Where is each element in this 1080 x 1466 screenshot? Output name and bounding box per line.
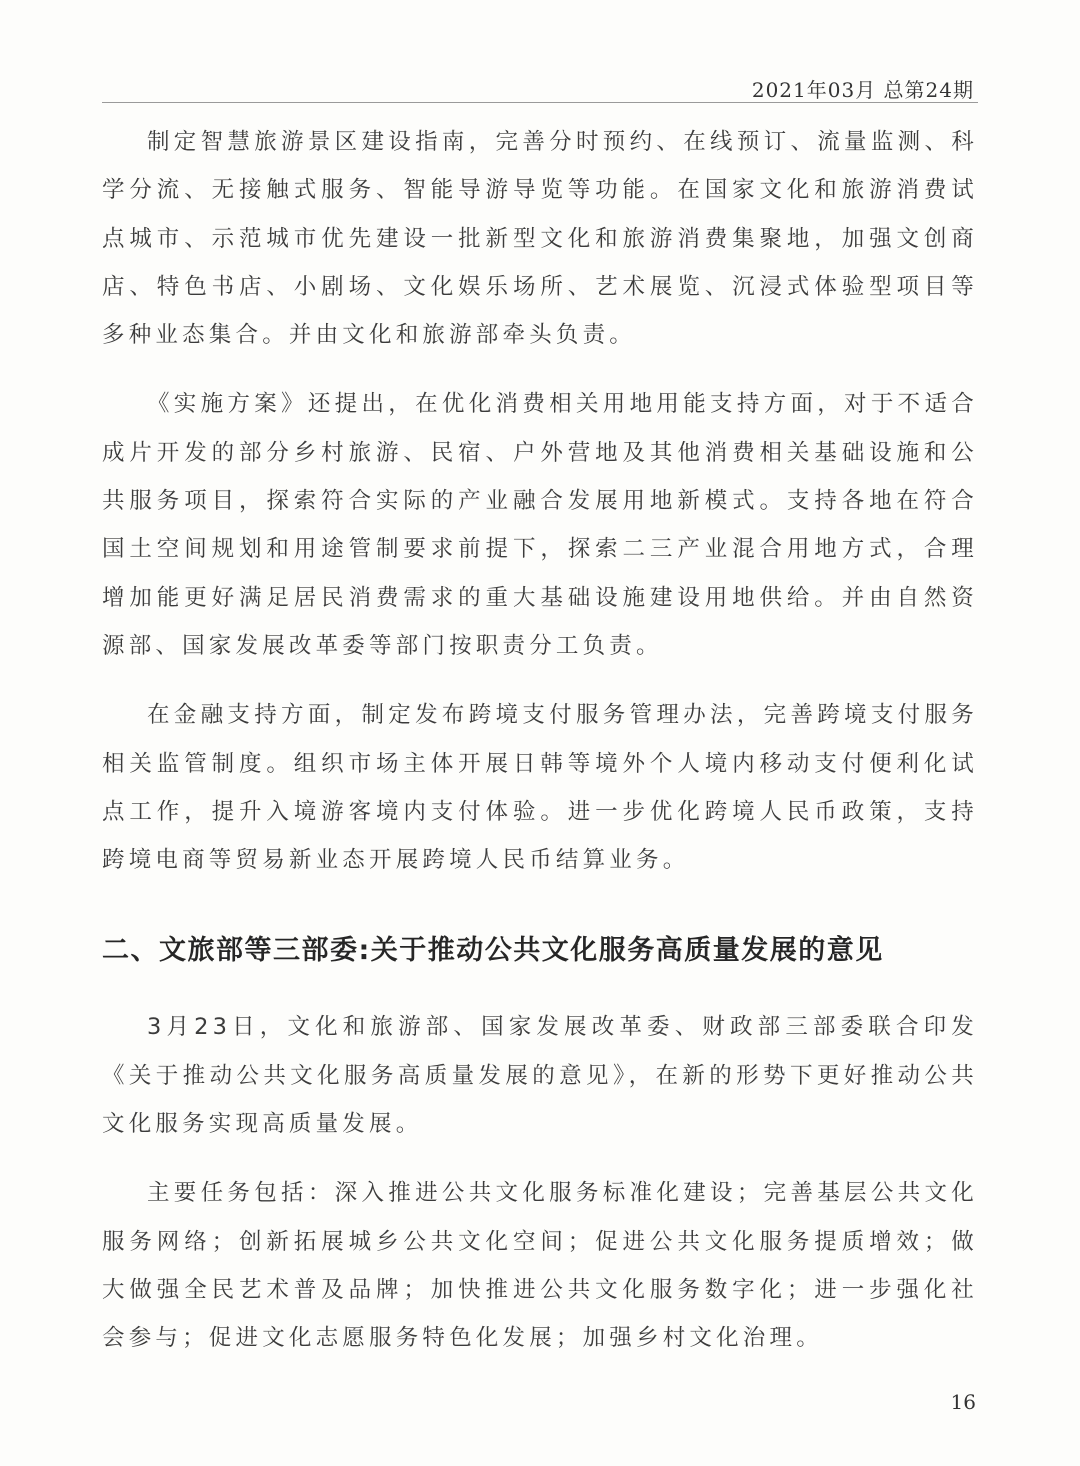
header-divider bbox=[102, 102, 978, 103]
page-number: 16 bbox=[950, 1390, 976, 1414]
issue-label: 2021年03月 总第24期 bbox=[751, 78, 974, 102]
paragraph-smart-tourism: 制定智慧旅游景区建设指南，完善分时预约、在线预订、流量监测、科学分流、无接触式服务、智能导游导览等功能。在国家文化和旅游消费试点城市、示范城市优先建设一批新型文化和旅游消费集聚地，加强文创商店、特色书店、小剧场、文化娱乐场所、艺术展览、沉浸式体验型项目等多种业态集合。并由文化和旅游部牵头负责。 bbox=[102, 129, 978, 349]
paragraph-main-tasks: 主要任务包括：深入推进公共文化服务标准化建设；完善基层公共文化服务网络；创新拓展城乡公共文化空间；促进公共文化服务提质增效；做大做强全民艺术普及品牌；加快推进公共文化服务数字化；进一步强化社会参与；促进文化志愿服务特色化发展；加强乡村文化治理。 bbox=[102, 1180, 978, 1352]
section-heading: 二、文旅部等三部委:关于推动公共文化服务高质量发展的意见 bbox=[102, 935, 884, 967]
paragraph-land-use: 《实施方案》还提出，在优化消费相关用地用能支持方面，对于不适合成片开发的部分乡村旅游、民宿、户外营地及其他消费相关基础设施和公共服务项目，探索符合实际的产业融合发展用地新模式。支持各地在符合国土空间规划和用途管制要求前提下，探索二三产业混合用地方式，合理增加能更好满足居民消费需求的重大基础设施建设用地供给。并由自然资源部、国家发展改革委等部门按职责分工负责。 bbox=[102, 391, 978, 659]
paragraph-opinion-release: 3月23日，文化和旅游部、国家发展改革委、财政部三部委联合印发《关于推动公共文化服务高质量发展的意见》，在新的形势下更好推动公共文化服务实现高质量发展。 bbox=[102, 1014, 978, 1138]
article-body bbox=[102, 118, 978, 1363]
paragraph-financial-support: 在金融支持方面，制定发布跨境支付服务管理办法，完善跨境支付服务相关监管制度。组织市场主体开展日韩等境外个人境内移动支付便利化试点工作，提升入境游客境内支付体验。进一步优化跨境人民币政策，支持跨境电商等贸易新业态开展跨境人民币结算业务。 bbox=[102, 702, 978, 874]
